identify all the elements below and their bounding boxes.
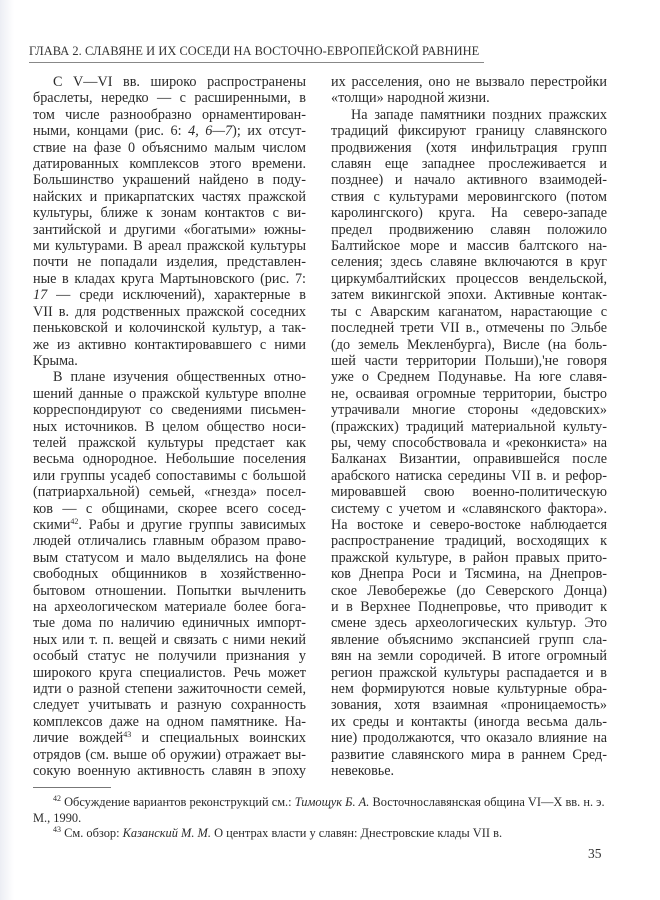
text-line: широкого круга специалистов. Речь может [33,664,306,681]
text-line: телей пражской культуры предстает как [33,434,306,451]
text-line: ков — с общинами, скорее всего сосед- [33,500,306,517]
text-line: позднее) и начало активного взаимодей- [331,172,607,189]
text-line: ры, чему способствовала и «реконкиста» на [331,434,607,451]
left-column [33,74,306,779]
text-line: вым статусом и мало выделялись на фоне [33,549,306,566]
figure-ref: 4, 6—7 [188,123,233,140]
text-line: Крыма. [33,352,78,369]
paragraph [331,74,607,107]
text-line: на археологическом материале более бога- [33,599,306,615]
text-line: традиций фиксируют границу славянского [331,123,607,140]
paragraph [33,369,306,779]
text-line: развитие славянского мира в раннем Сред- [331,746,607,763]
text-line: На востоке и северо-востоке наблюдается [331,516,607,533]
text-line: циркумбалтийских процессов вендельской, [331,270,607,287]
footnote-42-continuation: М., 1990. [33,810,82,825]
text-line: не, осваивая огромные территории, быстро [331,385,607,402]
text-line: утрачивали многие стороны «дедовских» [331,402,607,419]
right-column [331,74,607,779]
text-line: славян еще западнее прослеживается и [331,156,607,173]
text-line: и в Верхнее Поднепровье, что приводит к [331,599,607,615]
footnote-number: 42 [53,794,61,803]
footnote-43 [33,826,608,842]
text-span: ными, концами (рис. 6: [33,123,189,140]
footnote-42 [33,795,608,811]
text-span: — среди исключений), характерные в [47,287,306,304]
footnote-ref-43[interactable]: 43 [123,730,132,740]
text-line: ков Днепра Роси и Тясмина, на Днепров- [331,566,607,583]
text-line: ных или т. п. вещей и связать с ними некий [33,631,306,648]
footnotes [33,795,608,842]
footnote-text: Восточнославянская община VI—X вв. н. э. [369,795,605,809]
text-line: отрядов (см. выше об оружии) отражает вы- [33,746,306,763]
text-span: личие вождей [33,730,124,747]
text-line: идти о разной степени зажиточности семей, [33,681,306,698]
text-span: . Рабы и другие группы зависимых [78,516,306,533]
text-line: распространение традиций, восходящих к [331,533,607,550]
figure-ref: 17 [33,287,48,304]
text-line: последней трети VII в., отмечены по Эльбе [331,320,607,337]
text-line: их среды и контакты (иногда весьма даль- [331,713,607,730]
text-line: селения; здесь славяне включаются в круг [331,254,607,271]
footnote-text: О центрах власти у славян: Днестровские клады VII в. [210,826,503,840]
text-line: людей отличались главным образом право- [33,533,306,550]
text-line: зантийской и другими «богатыми» южны- [33,221,306,238]
text-line: ское Левобережье (до Северского Донца) [331,582,607,599]
text-line: В плане изучения общественных отно- [53,369,306,386]
text-line: культуры, ближе к зонам контактов с ви- [33,205,306,222]
paragraph [33,74,306,369]
text-span: и специальных воинских [131,730,306,747]
text-line: датированных комплексов этого времени. [33,156,306,173]
text-line [33,123,306,139]
text-line: том числе разнообразно орнаментирован- [33,106,306,123]
footnote-separator [33,787,111,788]
text-line: уже о Среднем Подунавье. На юге славя- [331,369,607,386]
text-line: ные в кладах круга Мартыновского (рис. 7: [33,270,306,287]
text-line: тые дома по наличию единичных импорт- [33,615,306,632]
text-line: продвижения (хотя инфильтрация групп [331,139,607,156]
text-line: следует учитывать и разную сохранность [33,697,306,714]
text-line: же из активно контактировавшего с ними [33,336,306,353]
text-line: Большинство украшений найдено в поду- [33,172,306,189]
text-line: почти не попадали изделия, представлен- [33,254,306,271]
text-line: Балканах Византии, оправившейся после [331,451,607,468]
text-line: (до земель Мекленбурга), Висле (на боль- [331,336,607,353]
text-line: На западе памятники поздних пражских [351,106,607,123]
text-line: смене здесь археологических культур. Это [331,615,607,632]
text-line: особый статус не получили признания у [33,648,306,665]
text-line: ты с Аварским каганатом, нарастающие с [331,303,607,320]
text-line: VII в. для родственных пражской соседних [33,303,306,320]
text-line: невековье. [331,763,395,780]
text-line: систему с учетом и «славянского фактора». [331,500,607,517]
footnote-number: 43 [53,825,61,834]
footnote-ref-42[interactable]: 42 [70,516,79,526]
text-line: (патриархальной) семьей, «гнезда» посел- [33,484,306,501]
text-line [33,730,306,746]
text-line: нем формируются новые культурные обра- [331,681,607,698]
text-line: сокую военную активность славян в эпоху [33,763,306,780]
text-line: свободных общинников в хозяйственно- [33,566,306,583]
text-line: браслеты, нередко — с расширенными, в [33,90,306,107]
text-line: их расселения, оно не вызвало перестройки [331,74,607,90]
text-line: затем викингской эпохи. Активные контак- [331,287,607,304]
text-line: арабского натиска середины VII в. и рефор- [331,467,607,484]
text-line: ми культурами. В ареал пражской культуры [33,238,306,255]
text-line: ние) продолжаются, что оказало влияние на [331,730,607,747]
text-line: регион пражской культуры распадается и в [331,664,607,681]
text-line: мировавшей свою военно-политическую [331,484,607,501]
text-span: скими [33,516,71,533]
header-rule [29,62,484,63]
text-line: шений данные о пражской культуре вполне [33,385,306,402]
text-line: шей части территории Польши),'не говоря [331,352,607,369]
text-line: Балтийское море и массив балтского на- [331,238,607,255]
text-line: С V—VI вв. широко распространены [53,74,306,90]
paragraph [331,107,607,780]
text-line: каролингского) круга. На северо-западе [331,205,607,222]
running-head: ГЛАВА 2. СЛАВЯНЕ И ИХ СОСЕДИ НА ВОСТОЧНО-ЕВРОПЕЙСКОЙ РАВНИНЕ [29,44,480,58]
text-line: явление объяснимо экспансией групп сла- [331,631,607,648]
text-line: корреспондируют со сведениями письмен- [33,402,306,419]
text-line: ствие на фазе 0 объяснимо малым числом [33,139,306,156]
text-line: предел продвижению славян положило [331,221,607,238]
text-line: пражской культуре, в район правых прито- [331,549,607,566]
footnote-author: Казанский М. М. [122,826,211,840]
text-line: бытовом отношении. Попытки вычленить [33,582,306,599]
scan-edge-shadow [0,0,14,900]
text-line: ных источников. В целом общество носи- [33,418,306,435]
text-line: ствия с культурами меровингского (потом [331,188,607,205]
text-line: весьма однородное. Небольшие поселения [33,451,306,468]
footnote-text: Обсуждение вариантов реконструкций см.: [61,795,295,809]
text-line: или группы усадеб сопоставимы с большой [33,467,306,484]
text-line: «толщи» народной жизни. [331,90,490,107]
text-line: (пражских) традиций материальной культу- [331,418,607,435]
text-line [33,517,306,533]
text-line: комплексов даже на одном памятнике. На- [33,713,306,730]
text-span: ); их отсут- [232,123,306,140]
footnote-author: Тимощук Б. А. [294,795,370,809]
text-line: зования, хотя взаимная «проницаемость» [331,697,607,714]
footnote-text: См. обзор: [61,826,123,840]
text-line [33,287,306,303]
page-number: 35 [588,846,602,861]
text-line: вян на земли сородичей. В итоге огромный [331,648,607,665]
text-line: найских и прикарпатских частях пражской [33,188,306,205]
text-line: пеньковской и колочинской культур, а так- [33,320,306,337]
